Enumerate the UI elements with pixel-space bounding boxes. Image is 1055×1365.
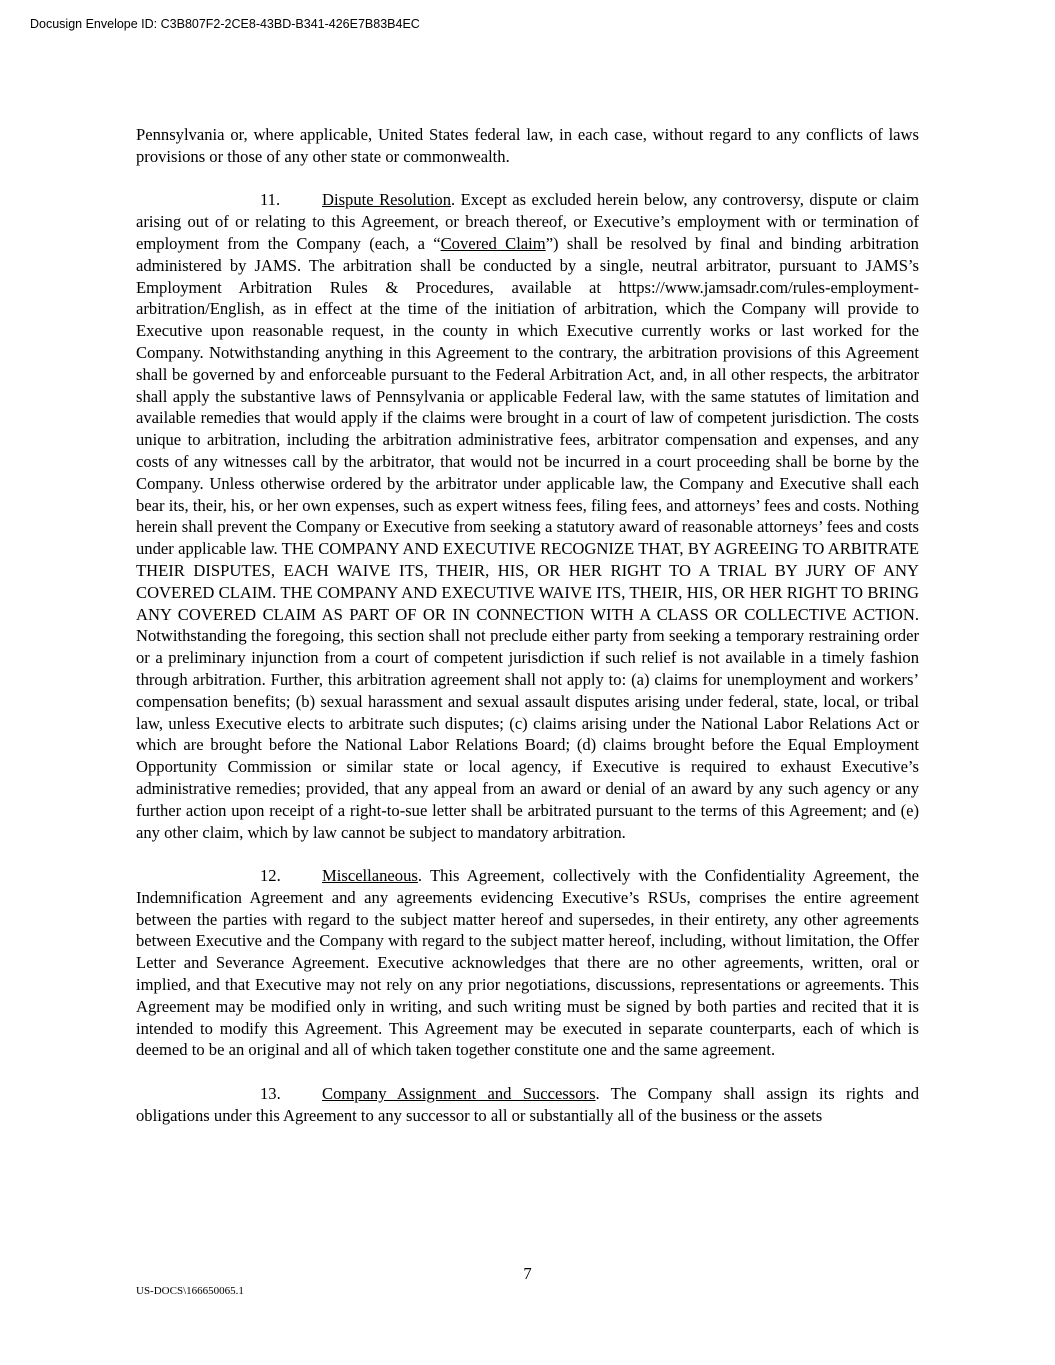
defined-term: Covered Claim xyxy=(440,233,546,253)
page-number: 7 xyxy=(523,1264,532,1283)
section-text: . Except as excluded herein below, any controversy, dispute or claim arising out of or relating to this Agreement, or breach thereof, or Executive’s employment with or termination of employment from the Company (each, a “ xyxy=(136,190,919,253)
document-body xyxy=(136,124,919,1148)
section-heading: Dispute Resolution xyxy=(322,190,452,210)
section-number: 11. xyxy=(260,190,281,210)
section-number: 12. xyxy=(260,866,281,886)
docusign-envelope-id: Docusign Envelope ID: C3B807F2-2CE8-43BD-B341-426E7B83B4EC xyxy=(30,17,420,31)
section-12-miscellaneous xyxy=(136,865,919,1061)
section-text: . This Agreement, collectively with the Confidentiality Agreement, the Indemnification Agreement and any agreements evidencing Executive’s RSUs, comprises the entire agreement between the parties with regard to the subject matter hereof and supersedes, in their entirety, any other agreements between Executive and the Company with regard to the subject matter hereof, including, without limitation, the Offer Letter and Severance Agreement. Executive acknowledges that there are no other agreements, written, oral or implied, and that Executive may not rely on any prior negotiations, discussions, representations or agreements. This Agreement may be modified only in writing, and such writing must be signed by both parties and recited that it is intended to modify this Agreement. This Agreement may be executed in separate counterparts, each of which is deemed to be an original and all of which taken together constitute one and the same agreement. xyxy=(136,866,919,1060)
section-text: ”) shall be resolved by final and binding arbitration administered by JAMS. The arbitration shall be conducted by a single, neutral arbitrator, pursuant to JAMS’s Employment Arbitration Rules & Procedures, available at https://www.jamsadr.com/rules-employment-arbitration/English, as in effect at the time of the initiation of arbitration, which the Company will provide to Executive upon reasonable request, in the county in which Executive currently works or last worked for the Company. Notwithstanding anything in this Agreement to the contrary, the arbitration provisions of this Agreement shall be governed by and enforceable pursuant to the Federal Arbitration Act, and, in all other respects, the arbitrator shall apply the substantive laws of Pennsylvania or applicable Federal law, with the same statutes of limitation and available remedies that would apply if the claims were brought in a court of law of competent jurisdiction. The costs unique to arbitration, including the arbitration administrative fees, arbitrator compensation and expenses, and any costs of any witnesses call by the arbitrator, that would not be incurred in a court proceeding shall be borne by the Company. Unless otherwise ordered by the arbitrator under applicable law, the Company and Executive shall each bear its, their, his, or her own expenses, such as expert witness fees, filing fees, and attorneys’ fees and costs. Nothing herein shall prevent the Company or Executive from seeking a statutory award of reasonable attorneys’ fees and costs under applicable law. THE COMPANY AND EXECUTIVE RECOGNIZE THAT, BY AGREEING TO ARBITRATE THEIR DISPUTES, EACH WAIVE ITS, THEIR, HIS, OR HER RIGHT TO A TRIAL BY JURY OF ANY COVERED CLAIM. THE COMPANY AND EXECUTIVE WAIVE ITS, THEIR, HIS, OR HER RIGHT TO BRING ANY COVERED CLAIM AS PART OF OR IN CONNECTION WITH A CLASS OR COLLECTIVE ACTION. Notwithstanding the foregoing, this section shall not preclude either party from seeking a temporary restraining order or a preliminary injunction from a court of competent jurisdiction if such relief is not available in a timely fashion through arbitration. Further, this arbitration agreement shall not apply to: (a) claims for unemployment and workers’ compensation benefits; (b) sexual harassment and sexual assault disputes arising under federal, state, local, or tribal law, unless Executive elects to arbitrate such disputes; (c) claims arising under the National Labor Relations Act or which are brought before the National Labor Relations Board; (d) claims brought before the Equal Employment Opportunity Commission or similar state or local agency, if Executive is required to exhaust Executive’s administrative remedies; provided, that any appeal from an award or denial of an award by any such agency or any further action upon receipt of a right-to-sue letter shall be arbitrated pursuant to the terms of this Agreement; and (e) any other claim, which by law cannot be subject to mandatory arbitration. xyxy=(136,233,919,842)
section-number: 13. xyxy=(260,1084,281,1104)
section-11-dispute-resolution xyxy=(136,189,919,843)
section-heading: Miscellaneous xyxy=(322,866,418,886)
section-heading: Company Assignment and Successors xyxy=(322,1084,596,1104)
document-id-footer: US-DOCS\166650065.1 xyxy=(136,1285,244,1297)
paragraph-continuation: Pennsylvania or, where applicable, United States federal law, in each case, without regard to any conflicts of laws provisions or those of any other state or commonwealth. xyxy=(136,125,919,166)
section-text: . The Company shall assign its rights and obligations under this Agreement to any successor to all or substantially all of the business or the assets xyxy=(136,1084,919,1125)
section-13-assignment xyxy=(136,1083,919,1127)
